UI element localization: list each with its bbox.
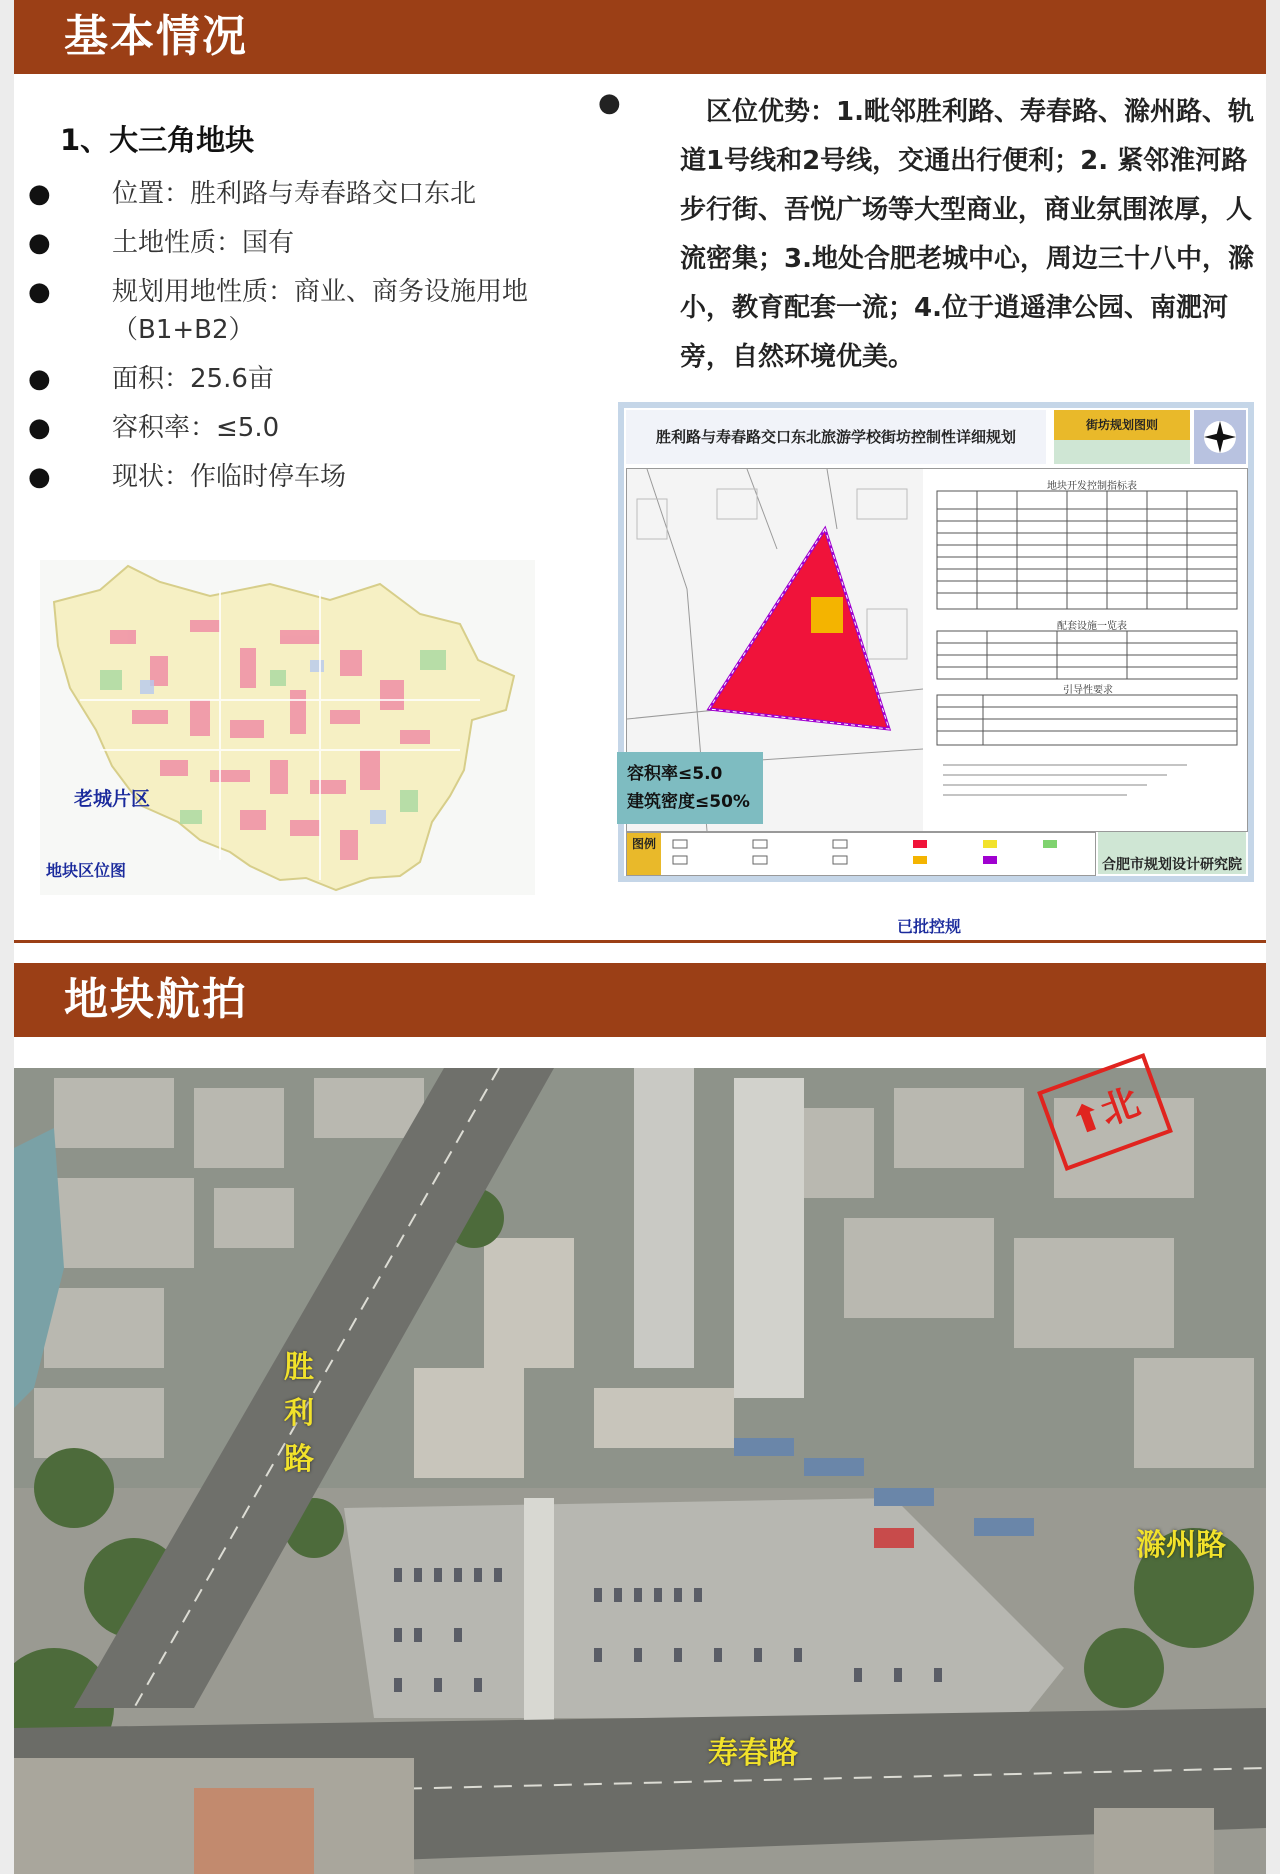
section-title: 地块航拍 [64, 974, 248, 1025]
list-item: ● 现状：作临时停车场 [28, 458, 588, 496]
old-city-map-graphic [40, 560, 535, 895]
section-header-basic-info [14, 0, 1266, 74]
list-item: ● 土地性质：国有 [28, 224, 588, 262]
guidance-table-title: 引导性要求 [1063, 685, 1113, 696]
legend-swatches [663, 834, 1093, 874]
approved-plan-caption: 已批控规 [897, 917, 962, 936]
far-label: 容积率≤5.0 [627, 764, 723, 784]
north-arrow-stamp: ⬆北 [1037, 1053, 1173, 1171]
planning-tag-blank [1054, 440, 1190, 464]
density-label: 建筑密度≤50% [627, 792, 750, 812]
planning-organization: 合肥市规划设计研究院 [1098, 832, 1246, 874]
bullet-icon: ● [28, 413, 51, 443]
planning-legend [626, 832, 1096, 876]
compass-icon [1194, 410, 1246, 464]
plot-bullet-list [28, 175, 588, 507]
control-index-table-title: 地块开发控制指标表 [1047, 481, 1137, 492]
bullet-icon: ● [28, 462, 51, 492]
plot-heading: 1、大三角地块 [60, 123, 255, 157]
plot-indicator-callout [617, 752, 763, 824]
location-advantages [598, 88, 1258, 382]
north-arrow-icon: ⬆ [1064, 1092, 1110, 1145]
list-item: ● 容积率：≤5.0 [28, 409, 588, 447]
road-label-chuzhou: 滁州路 [1136, 1528, 1226, 1563]
section-title: 基本情况 [64, 11, 248, 62]
bullet-icon: ● [598, 88, 621, 118]
legend-label: 图例 [627, 833, 661, 875]
aerial-scene-graphic [14, 1068, 1266, 1874]
section-header-aerial [14, 963, 1266, 1037]
bullet-icon: ● [28, 228, 51, 258]
list-item: ● 位置：胜利路与寿春路交口东北 [28, 175, 588, 213]
list-item: ● 规划用地性质：商业、商务设施用地（B1+B2） [28, 273, 588, 349]
bullet-icon: ● [28, 364, 51, 394]
page-edge-right [1266, 0, 1280, 1874]
advantages-text: 区位优势：1.毗邻胜利路、寿春路、滁州路、轨道1号线和2号线，交通出行便利；2. 紧邻淮河路步行街、吾悦广场等大型商业，商业氛围浓厚，人流密集；3.地处合肥老城中心，周边三十八中，滁小，教育配套一流；4.位于逍遥津公园、南淝河旁，自然环境优美。 [680, 97, 1254, 372]
section-divider [14, 940, 1266, 943]
road-label-shouchun: 寿春路 [708, 1736, 798, 1771]
facilities-table-title: 配套设施一览表 [1057, 621, 1127, 632]
bullet-icon: ● [28, 277, 51, 307]
location-map [40, 560, 535, 895]
planning-title: 胜利路与寿春路交口东北旅游学校街坊控制性详细规划 [626, 410, 1046, 464]
aerial-photo [14, 1068, 1266, 1874]
bullet-icon: ● [28, 179, 51, 209]
planning-tag: 街坊规划图则 [1054, 410, 1190, 440]
old-city-label: 老城片区 [74, 788, 151, 810]
road-label-shengli: 胜 利 路 [284, 1350, 314, 1477]
page-edge-left [0, 0, 14, 1874]
location-map-caption: 地块区位图 [46, 861, 127, 880]
list-item: ● 面积：25.6亩 [28, 360, 588, 398]
